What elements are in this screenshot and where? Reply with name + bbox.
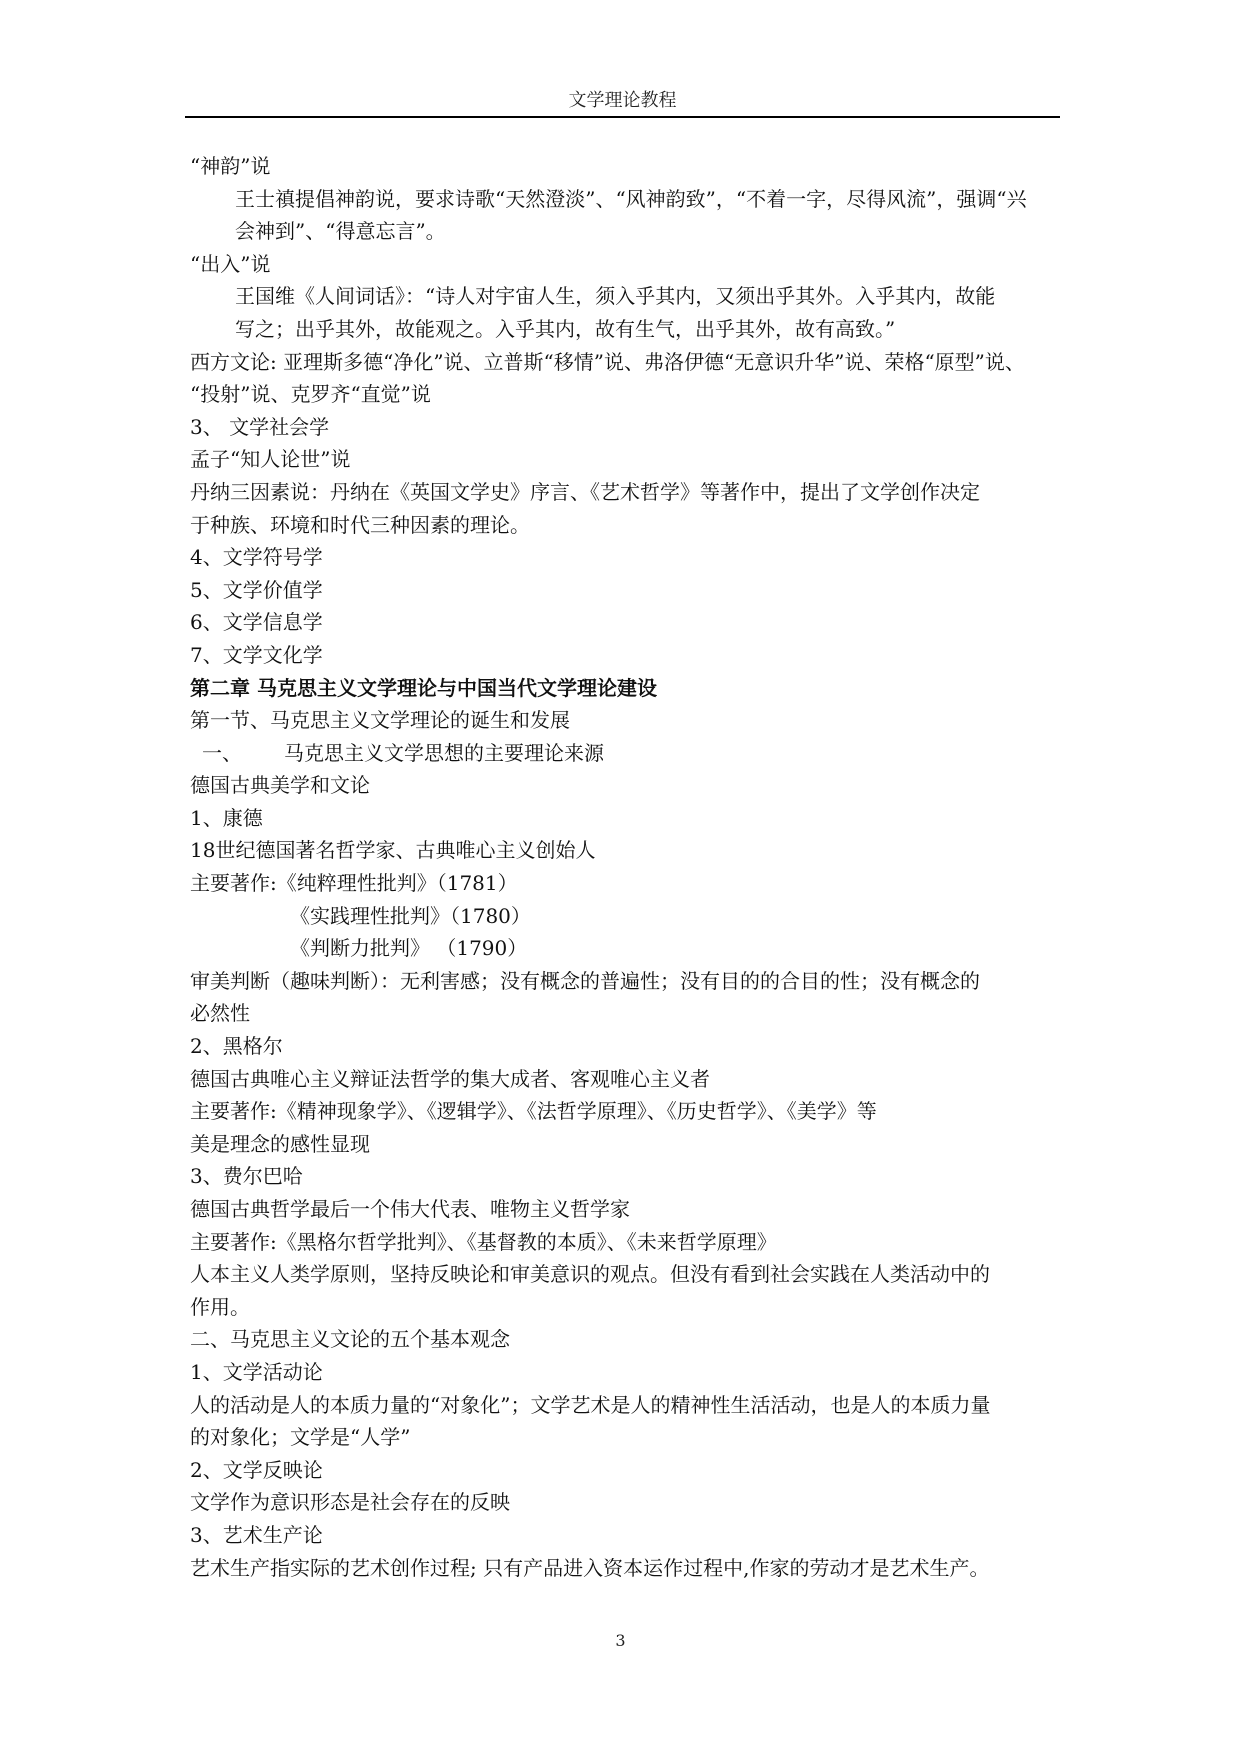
subsection-text: 马克思主义文学思想的主要理论来源 bbox=[284, 740, 604, 765]
text-line: 孟子“知人论世”说 bbox=[190, 447, 351, 472]
text-line: 德国古典美学和文论 bbox=[190, 773, 370, 798]
text-line: 的对象化；文学是“人学” bbox=[190, 1425, 411, 1450]
text-line: 审美判断（趣味判断）：无利害感；没有概念的普遍性；没有目的的合目的性；没有概念的 bbox=[190, 968, 980, 993]
section-title: 第一节、马克思主义文学理论的诞生和发展 bbox=[190, 708, 570, 733]
header-rule bbox=[185, 116, 1060, 118]
text-line: 人本主义人类学原则，坚持反映论和审美意识的观点。但没有看到社会实践在人类活动中的 bbox=[190, 1262, 990, 1287]
text-line: 王国维《人间词话》：“诗人对宇宙人生，须入乎其内，又须出乎其外。入乎其内，故能 bbox=[235, 284, 996, 309]
text-line: “神韵”说 bbox=[190, 154, 271, 178]
section-title: 二、马克思主义文论的五个基本观念 bbox=[190, 1327, 510, 1352]
section-heading: 2、黑格尔 bbox=[190, 1034, 283, 1059]
text-line: 主要著作:《黑格尔哲学批判》、《基督教的本质》、《未来哲学原理》 bbox=[190, 1229, 777, 1254]
section-heading: 1、文学活动论 bbox=[190, 1359, 323, 1384]
text-line: 主要著作:《纯粹理性批判》（1781） bbox=[190, 871, 518, 896]
text-line: 王士禛提倡神韵说，要求诗歌“天然澄淡”、“风神韵致”，“不着一字，尽得风流”，强调“兴 bbox=[235, 186, 1027, 211]
section-heading: 1、康德 bbox=[190, 805, 263, 830]
page-number: 3 bbox=[615, 1631, 626, 1650]
subsection-title bbox=[190, 737, 1060, 770]
text-line: 主要著作:《精神现象学》、《逻辑学》、《法哲学原理》、《历史哲学》、《美学》等 bbox=[190, 1099, 877, 1124]
text-line: 德国古典唯心主义辩证法哲学的集大成者、客观唯心主义者 bbox=[190, 1066, 710, 1091]
section-heading: 3、 文学社会学 bbox=[190, 414, 330, 439]
subsection-number: 一、 bbox=[202, 740, 242, 765]
text-line: 作用。 bbox=[190, 1294, 250, 1319]
text-line: 会神到”、“得意忘言”。 bbox=[235, 219, 446, 244]
chapter-title: 第二章 马克思主义文学理论与中国当代文学理论建设 bbox=[190, 675, 657, 700]
section-heading: 7、文学文化学 bbox=[190, 642, 323, 667]
section-heading: 3、费尔巴哈 bbox=[190, 1164, 303, 1189]
section-heading: 6、文学信息学 bbox=[190, 610, 323, 635]
text-line: 西方文论: 亚理斯多德“净化”说、立普斯“移情”说、弗洛伊德“无意识升华”说、荣格“原型”说、 bbox=[190, 349, 1025, 374]
text-line: 文学作为意识形态是社会存在的反映 bbox=[190, 1490, 510, 1515]
text-line: 《判断力批判》 （1790） bbox=[290, 936, 528, 961]
text-line: 人的活动是人的本质力量的“对象化”；文学艺术是人的精神性生活活动，也是人的本质力量 bbox=[190, 1392, 991, 1417]
text-line: 写之；出乎其外，故能观之。入乎其内，故有生气，出乎其外，故有高致。” bbox=[235, 316, 896, 341]
text-line: 美是理念的感性显现 bbox=[190, 1131, 370, 1156]
text-line: 《实践理性批判》（1780） bbox=[290, 903, 531, 928]
page-header-title: 文学理论教程 bbox=[568, 90, 677, 111]
text-line: “出入”说 bbox=[190, 251, 271, 276]
text-line: 艺术生产指实际的艺术创作过程; 只有产品进入资本运作过程中,作家的劳动才是艺术生产。 bbox=[190, 1555, 990, 1580]
section-heading: 3、艺术生产论 bbox=[190, 1522, 323, 1547]
text-line: 丹纳三因素说：丹纳在《英国文学史》序言、《艺术哲学》等著作中，提出了文学创作决定 bbox=[190, 479, 980, 504]
document-body bbox=[190, 150, 1060, 1584]
text-line: 18世纪德国著名哲学家、古典唯心主义创始人 bbox=[190, 838, 596, 863]
section-heading: 4、文学符号学 bbox=[190, 545, 323, 570]
section-heading: 2、文学反映论 bbox=[190, 1457, 323, 1482]
text-line: “投射”说、克罗齐“直觉”说 bbox=[190, 382, 431, 407]
text-line: 德国古典哲学最后一个伟大代表、唯物主义哲学家 bbox=[190, 1197, 630, 1221]
text-line: 必然性 bbox=[190, 1001, 250, 1026]
section-heading: 5、文学价值学 bbox=[190, 577, 323, 602]
text-line: 于种族、环境和时代三种因素的理论。 bbox=[190, 512, 530, 537]
